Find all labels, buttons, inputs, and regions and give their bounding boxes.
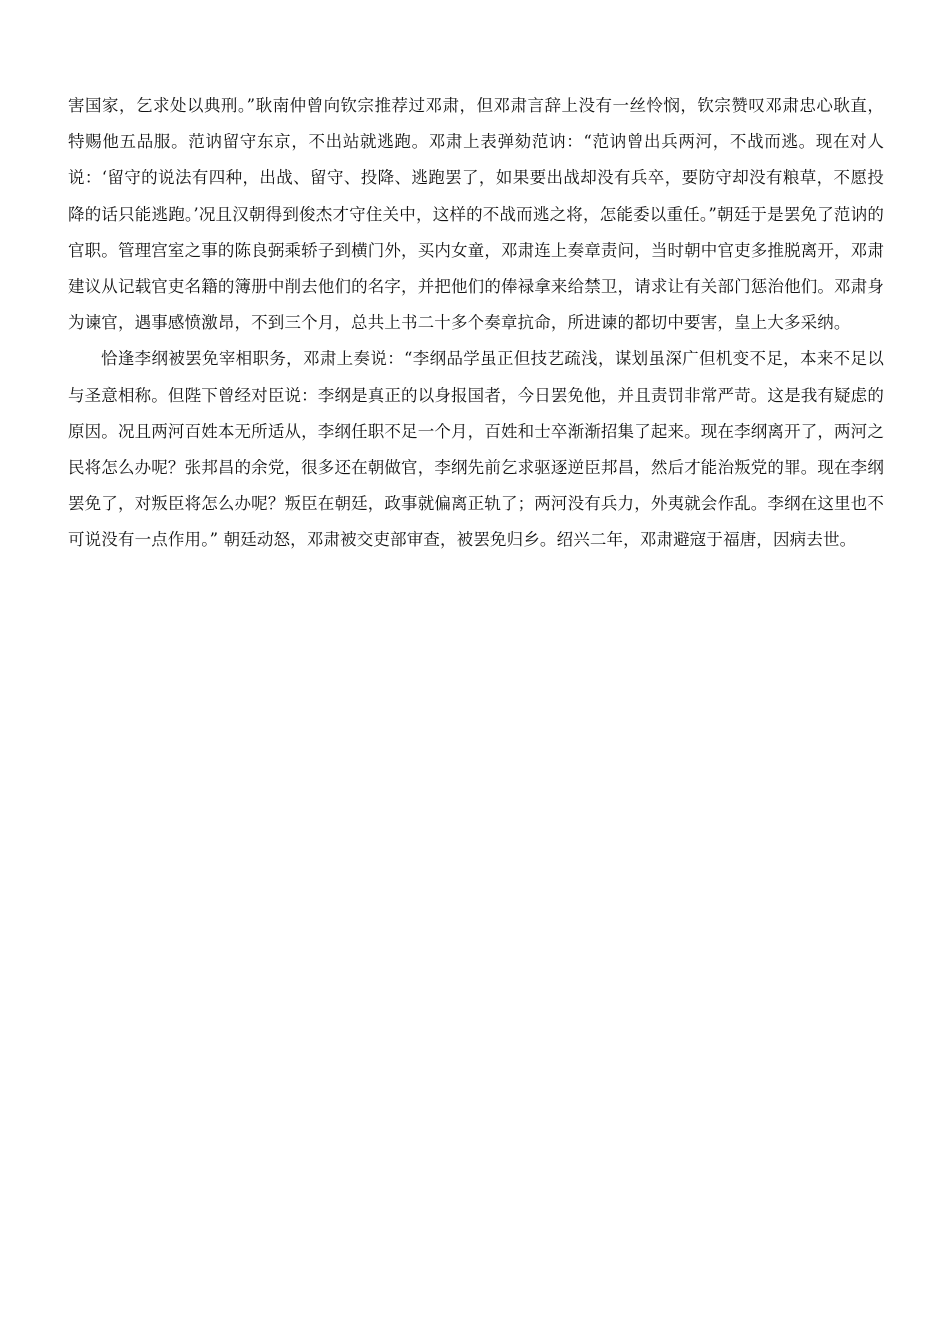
paragraph-1: 害国家，乞求处以典刑。”耿南仲曾向钦宗推荐过邓肃，但邓肃言辞上没有一丝怜悯，钦宗赞叹邓肃忠心耿直，特赐他五品服。范讷留守东京，不出站就逃跑。邓肃上表弹劾范讷：“范讷曾出兵两河，不战而逃。现在对人说：‘留守的说法有四种，出战、留守、投降、逃跑罢了，如果要出战却没有兵卒，要防守却没有粮草，不愿投降的话只能逃跑。’况且汉朝得到俊杰才守住关中，这样的不战而逃之将，怎能委以重任。”朝廷于是罢免了范讷的官职。管理宫室之事的陈良弼乘轿子到横门外，买内女童，邓肃连上奏章责问，当时朝中官吏多推脱离开，邓肃建议从记载官吏名籍的簿册中削去他们的名字，并把他们的俸禄拿来给禁卫，请求让有关部门惩治他们。邓肃身为谏官，遇事感愤激昂，不到三个月，总共上书二十多个奏章抗命，所进谏的都切中要害，皇上大多采纳。 <box>68 96 884 333</box>
document-body <box>68 88 884 559</box>
paragraph-2: 恰逢李纲被罢免宰相职务，邓肃上奏说：“李纲品学虽正但技艺疏浅，谋划虽深广但机变不足，本来不足以与圣意相称。但陛下曾经对臣说：李纲是真正的以身报国者，今日罢免他，并且责罚非常严苛。这是我有疑虑的原因。况且两河百姓本无所适从，李纲任职不足一个月，百姓和士卒渐渐招集了起来。现在李纲离开了，两河之民将怎么办呢？张邦昌的余党，很多还在朝做官，李纲先前乞求驱逐逆臣邦昌，然后才能治叛党的罪。现在李纲罢免了，对叛臣将怎么办呢？叛臣在朝廷，政事就偏离正轨了；两河没有兵力，外夷就会作乱。李纲在这里也不可说没有一点作用。” 朝廷动怒，邓肃被交吏部审查，被罢免归乡。绍兴二年，邓肃避寇于福唐，因病去世。 <box>68 349 884 550</box>
